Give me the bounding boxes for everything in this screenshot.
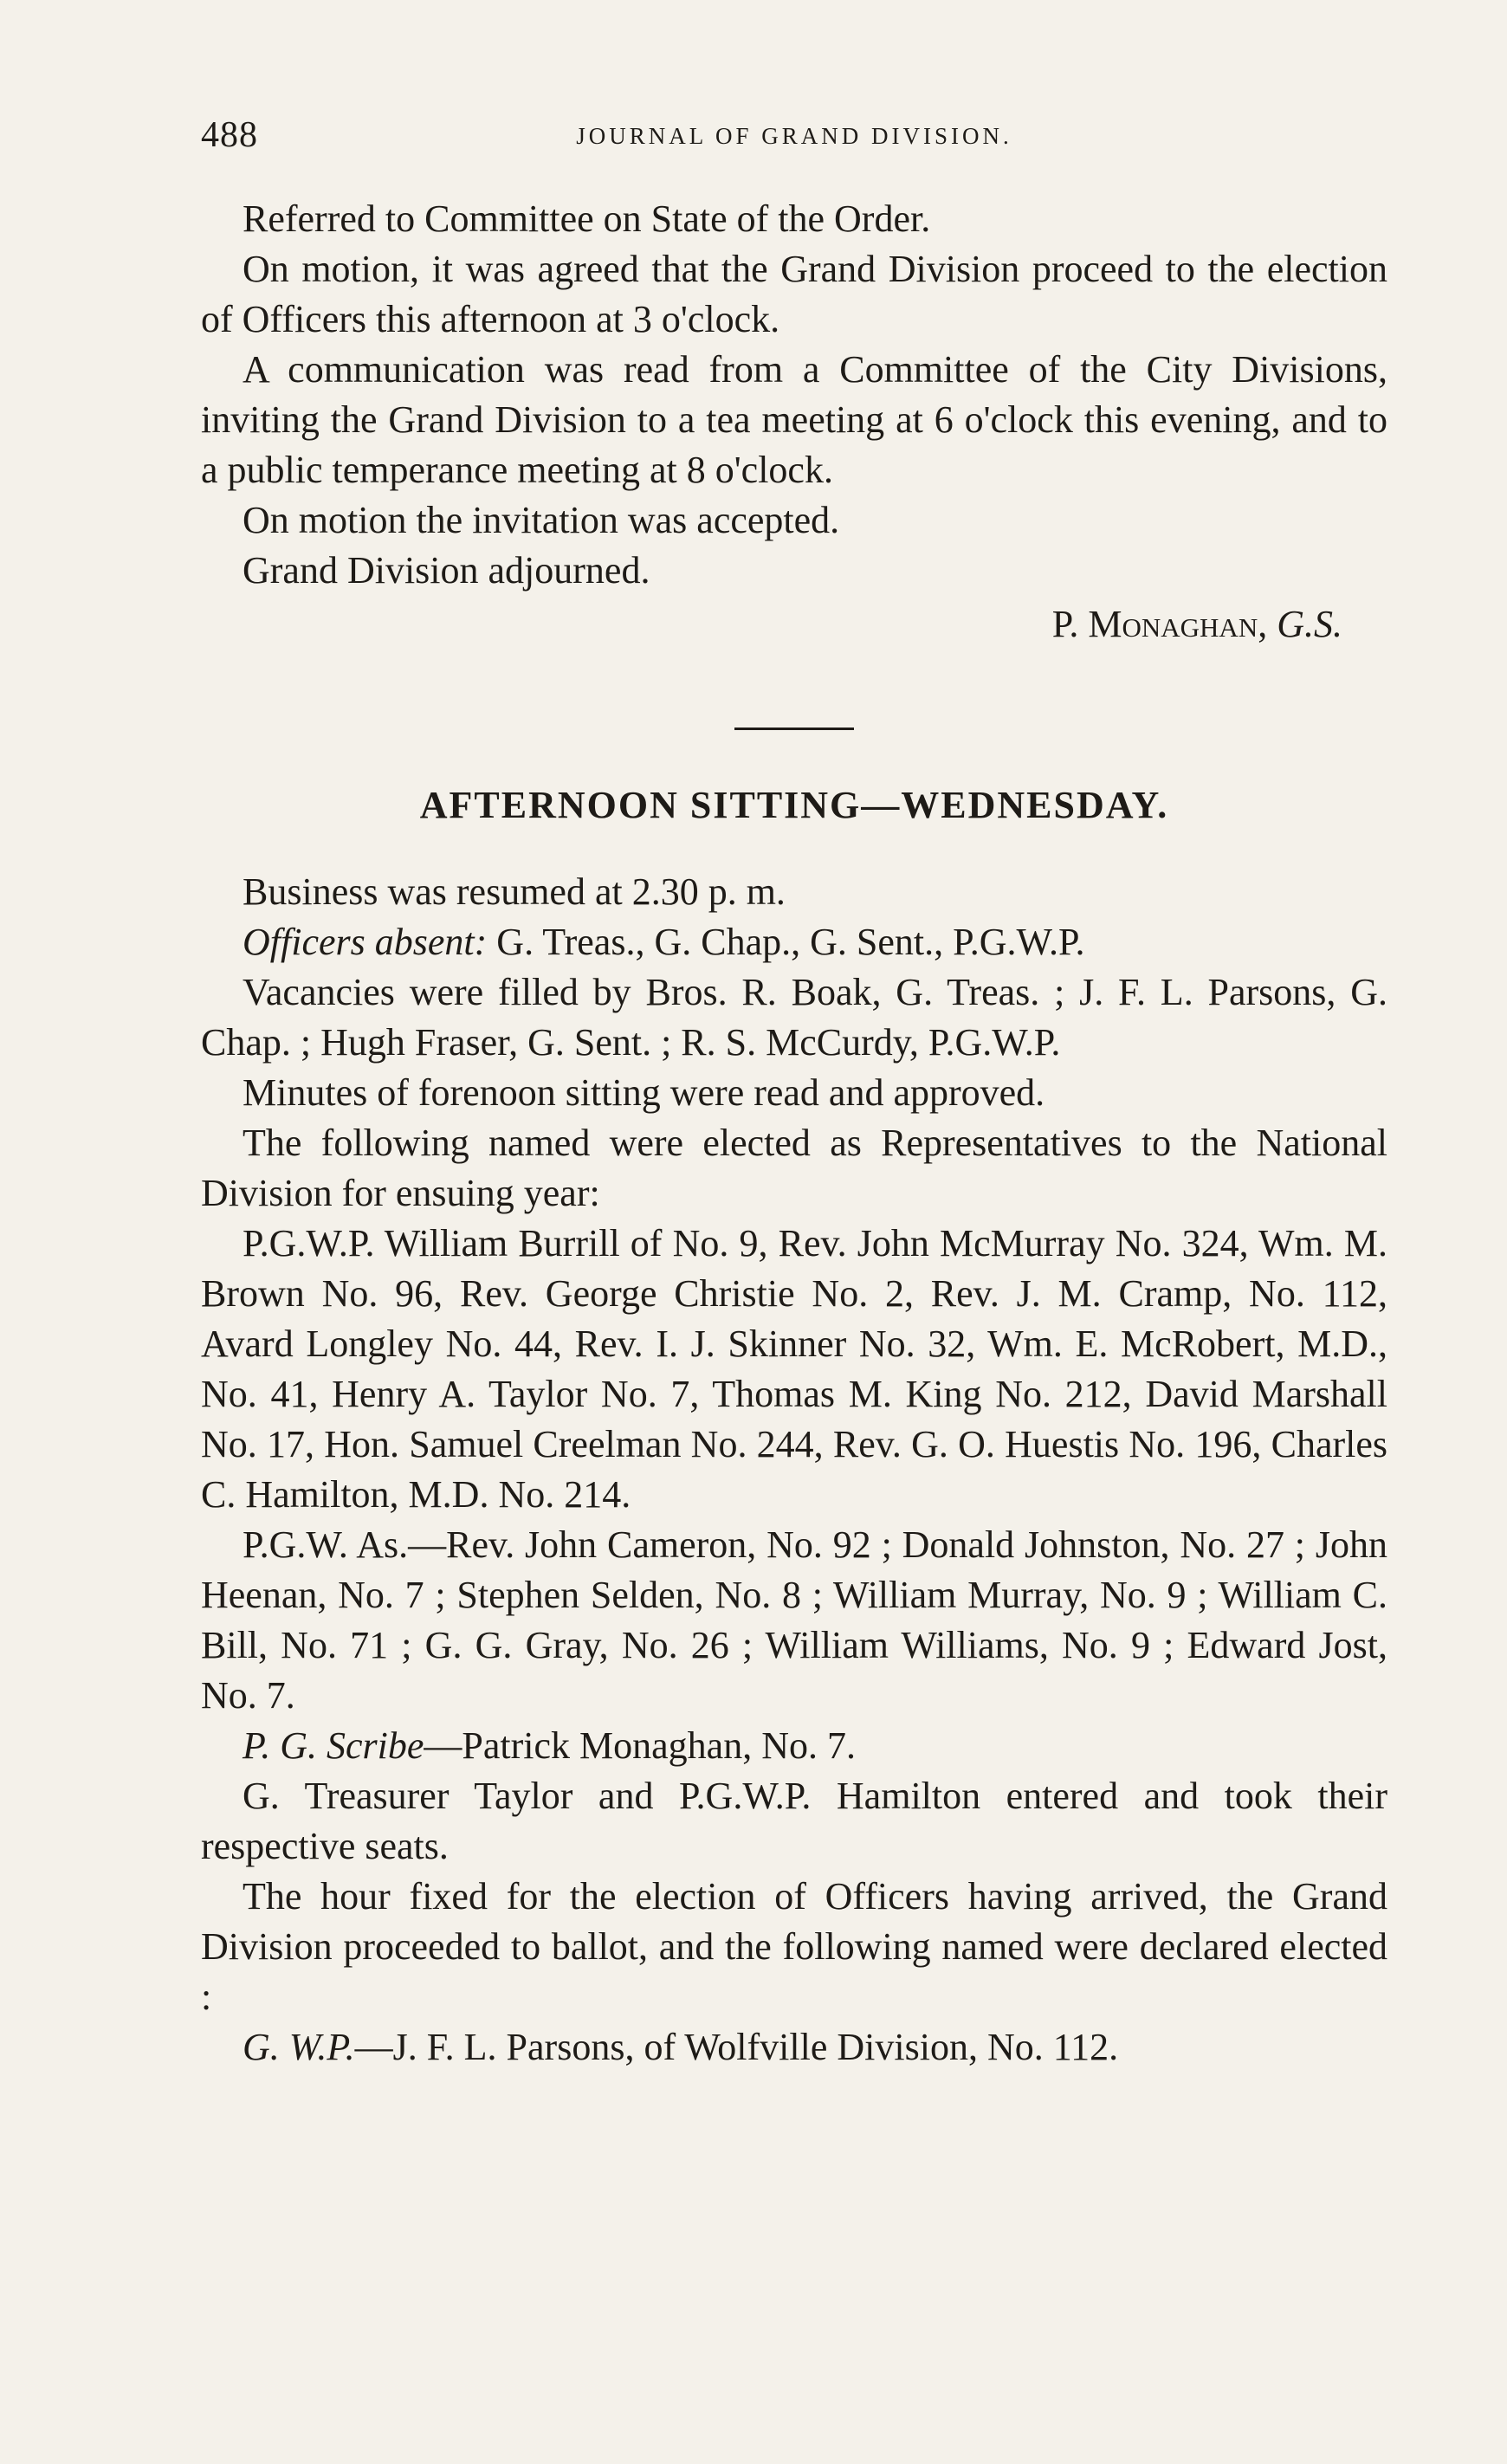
paragraph-officers-absent — [201, 917, 1387, 967]
signature-name: P. Monaghan, — [1051, 603, 1268, 645]
paragraph-pgwas-list: P.G.W. As.—Rev. John Cameron, No. 92 ; Donald Johnston, No. 27 ; John Heenan, No. 7 ; Stephen Selden, No. 8 ; William Murray, No. 9 ; William C. Bill, No. 71 ; G. G. Gray, No. 26 ; William Williams, No. 9 ; Edward Jost, No. 7. — [201, 1523, 1387, 1717]
paragraph-ballot: The hour fixed for the election of Officers having arrived, the Grand Division proceeded to ballot, and the following named were declared elected : — [201, 1875, 1387, 2018]
paragraph-representatives-intro: The following named were elected as Representatives to the National Division for ensuing year: — [201, 1122, 1387, 1214]
gwp-text: —J. F. L. Parsons, of Wolfville Division, No. 112. — [354, 2026, 1119, 2068]
page-header — [201, 114, 1387, 170]
paragraph-communication: A communication was read from a Committee of the City Divisions, inviting the Grand Division to a tea meeting at 6 o'clock this evening, and to a public temperance meeting at 8 o'clock. — [201, 348, 1387, 491]
gwp-label: G. W.P. — [243, 2026, 355, 2068]
paragraph-seats: G. Treasurer Taylor and P.G.W.P. Hamilton entered and took their respective seats. — [201, 1775, 1387, 1867]
section-divider — [734, 728, 854, 730]
scribe-label: P. G. Scribe — [243, 1724, 424, 1767]
paragraph-adjourned: Grand Division adjourned. — [243, 549, 650, 592]
journal-page — [201, 114, 1387, 2073]
paragraph-referred: Referred to Committee on State of the Order. — [243, 197, 931, 240]
paragraph-scribe — [201, 1721, 1387, 1771]
officers-absent-label: Officers absent: — [243, 921, 488, 963]
scribe-text: —Patrick Monaghan, No. 7. — [424, 1724, 856, 1767]
paragraph-pgwp-list: P.G.W.P. William Burrill of No. 9, Rev. John McMurray No. 324, Wm. M. Brown No. 96, Rev. George Christie No. 2, Rev. J. M. Cramp, No. 112, Avard Longley No. 44, Rev. I. J. Skinner No. 32, Wm. E. McRobert, M.D., No. 41, Henry A. Taylor No. 7, Thomas M. King No. 212, David Marshall No. 17, Hon. Samuel Creelman No. 244, Rev. G. O. Huestis No. 196, Charles C. Hamilton, M.D. No. 214. — [201, 1222, 1387, 1516]
paragraph-resumed: Business was resumed at 2.30 p. m. — [243, 870, 786, 913]
section-title: AFTERNOON SITTING—WEDNESDAY. — [419, 784, 1169, 826]
officers-absent-text: G. Treas., G. Chap., G. Sent., P.G.W.P. — [487, 921, 1085, 963]
page-number: 488 — [201, 115, 258, 155]
signature-title: G.S. — [1277, 603, 1342, 645]
paragraph-minutes: Minutes of forenoon sitting were read and approved. — [243, 1071, 1045, 1114]
signature — [201, 599, 1342, 650]
paragraph-vacancies: Vacancies were filled by Bros. R. Boak, G. Treas. ; J. F. L. Parsons, G. Chap. ; Hugh Fraser, G. Sent. ; R. S. McCurdy, P.G.W.P. — [201, 971, 1387, 1064]
paragraph-election-motion: On motion, it was agreed that the Grand Division proceed to the election of Officers this afternoon at 3 o'clock. — [201, 248, 1387, 340]
paragraph-gwp — [201, 2022, 1387, 2073]
paragraph-invitation: On motion the invitation was accepted. — [243, 499, 840, 541]
running-head: JOURNAL OF GRAND DIVISION. — [576, 123, 1012, 149]
